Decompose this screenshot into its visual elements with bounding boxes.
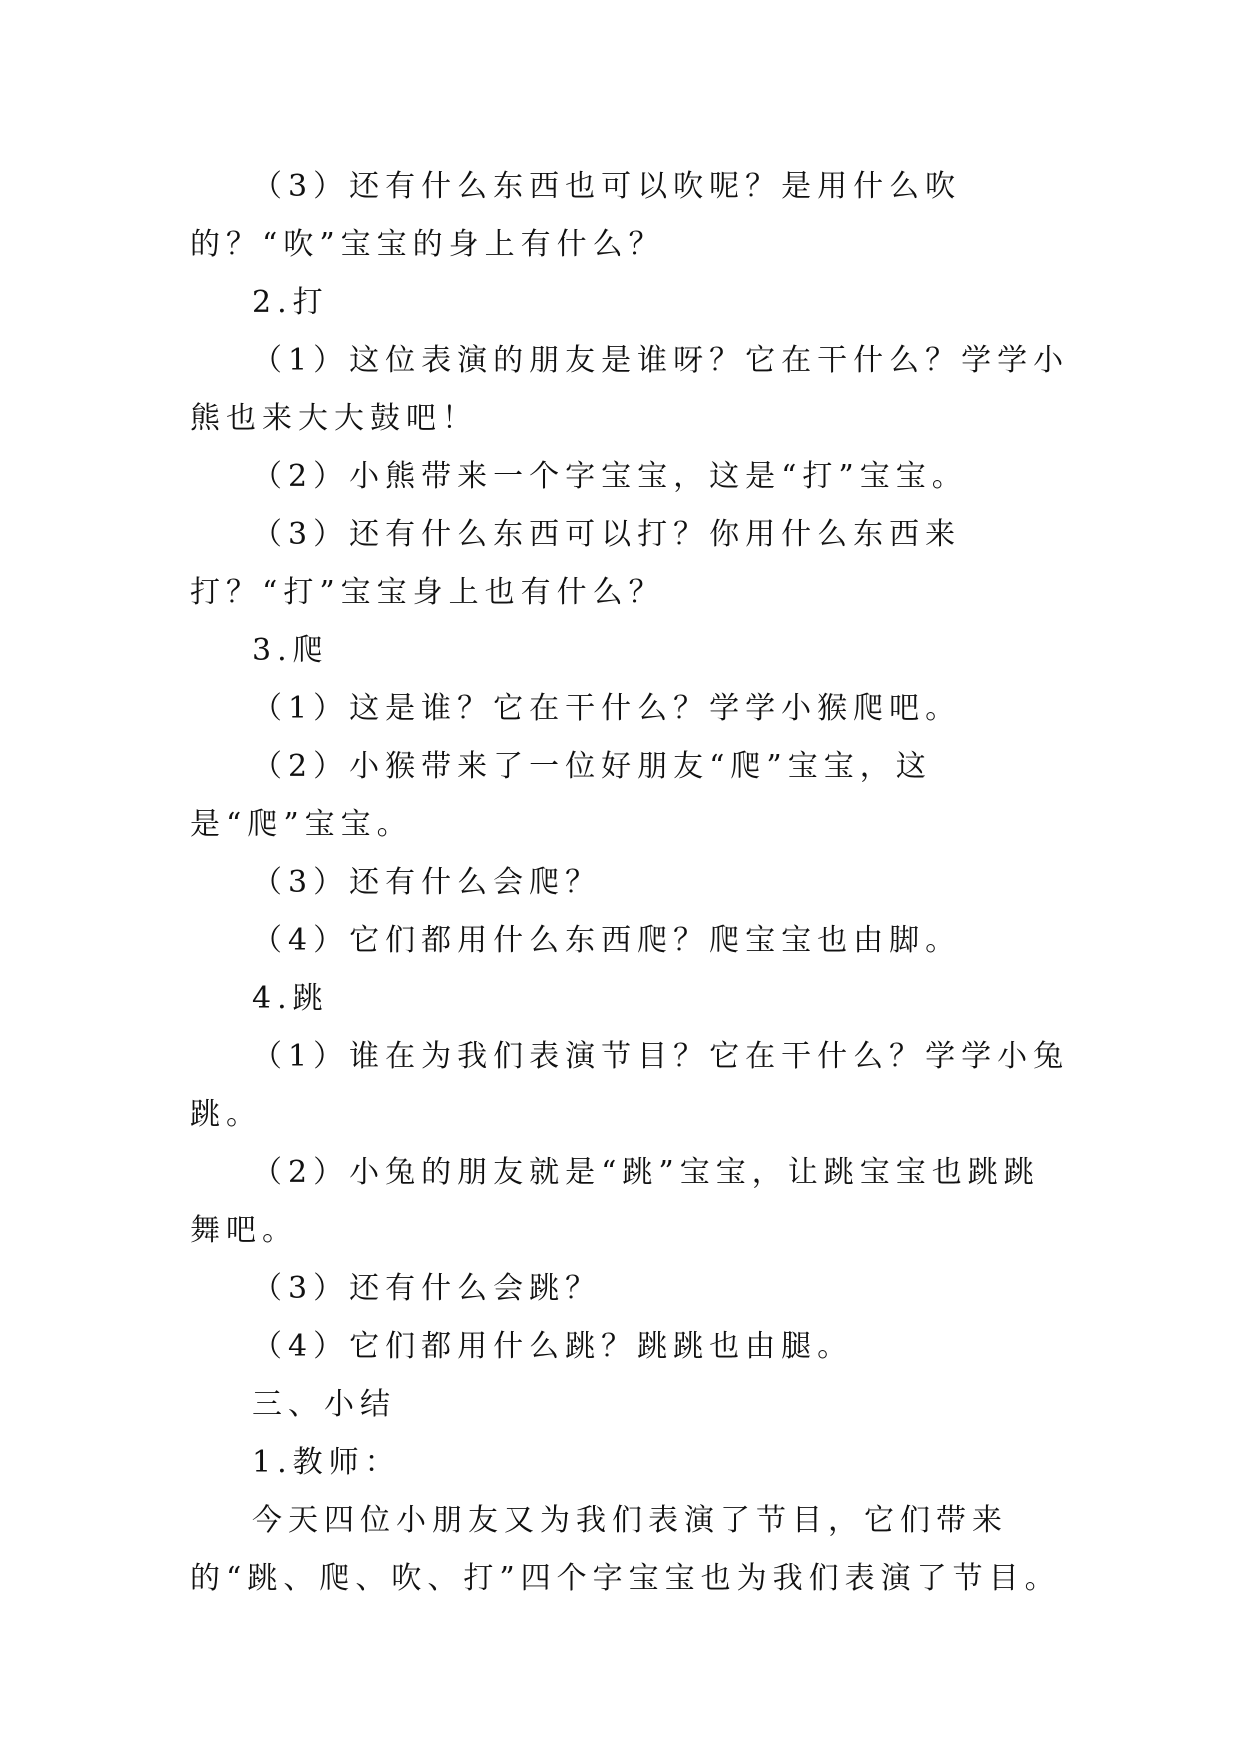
summary-paragraph: 今天四位小朋友又为我们表演了节目，它们带来的“跳、爬、吹、打”四个字宝宝也为我们表演了节目。 — [190, 1503, 1061, 1596]
heading-da: 2.打 — [252, 285, 329, 320]
paragraph-da-question-2: （2）小熊带来一个字宝宝，这是“打”宝宝。 — [252, 459, 968, 494]
paragraph-pa-question-4: （4）它们都用什么东西爬？爬宝宝也由脚。 — [252, 923, 962, 958]
paragraph-chui-question-3: （3）还有什么东西也可以吹呢？是用什么吹的？“吹”宝宝的身上有什么？ — [190, 169, 962, 262]
document-body — [190, 158, 1070, 1608]
paragraph-da-question-1: （1）这位表演的朋友是谁呀？它在干什么？学学小熊也来大大鼓吧！ — [190, 343, 1070, 436]
heading-pa: 3.爬 — [252, 633, 329, 668]
section-heading-summary: 三、小结 — [252, 1387, 396, 1422]
paragraph-pa-question-2: （2）小猴带来了一位好朋友“爬”宝宝，这是“爬”宝宝。 — [190, 749, 932, 842]
summary-teacher-label: 1.教师： — [252, 1445, 401, 1480]
heading-tiao: 4.跳 — [252, 981, 329, 1016]
paragraph-tiao-question-4: （4）它们都用什么跳？跳跳也由腿。 — [252, 1329, 854, 1364]
paragraph-pa-question-3: （3）还有什么会爬？ — [252, 865, 602, 900]
paragraph-tiao-question-1: （1）谁在为我们表演节目？它在干什么？学学小兔跳。 — [190, 1039, 1070, 1132]
paragraph-tiao-question-2: （2）小兔的朋友就是“跳”宝宝，让跳宝宝也跳跳舞吧。 — [190, 1155, 1040, 1248]
paragraph-pa-question-1: （1）这是谁？它在干什么？学学小猴爬吧。 — [252, 691, 962, 726]
paragraph-da-question-3: （3）还有什么东西可以打？你用什么东西来打？“打”宝宝身上也有什么？ — [190, 517, 962, 610]
paragraph-tiao-question-3: （3）还有什么会跳？ — [252, 1271, 602, 1306]
